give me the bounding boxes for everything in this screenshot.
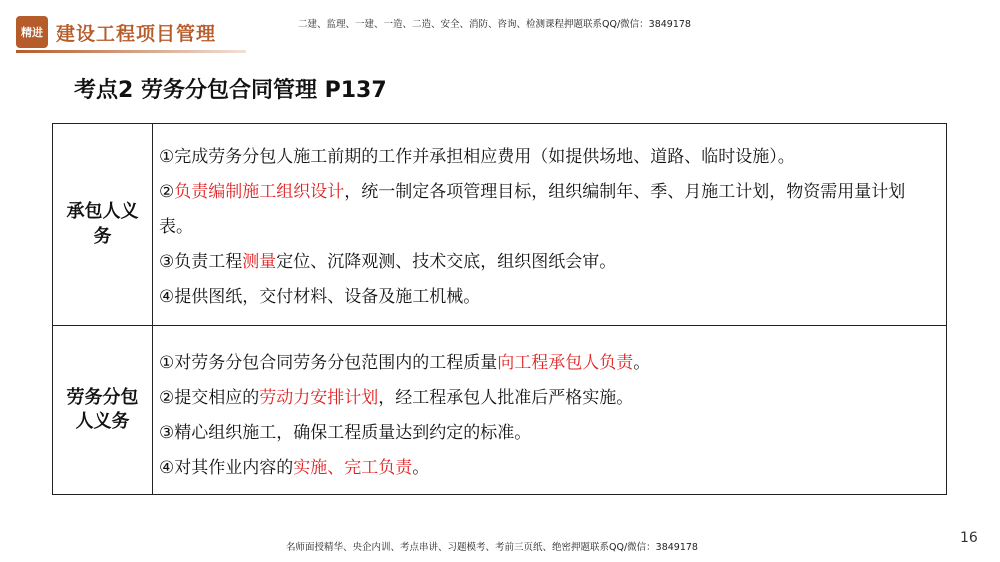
- highlighted-text: 负责编制施工组织设计: [174, 182, 345, 202]
- obligations-table: [52, 123, 947, 495]
- highlighted-text: 实施、完工负责: [293, 458, 413, 478]
- list-item: [159, 346, 946, 381]
- item-text: ③精心组织施工，确保工程质量达到约定的标准。: [159, 423, 532, 443]
- item-text: 定位、沉降观测、技术交底，组织图纸会审。: [276, 252, 617, 272]
- item-text: ④对其作业内容的: [159, 458, 294, 478]
- highlighted-text: 劳动力安排计划: [259, 388, 379, 408]
- list-item: [159, 451, 946, 486]
- top-advertisement: 二建、监理、一建、一造、二造、安全、消防、咨询、检测课程押题联系QQ/微信：3849178: [298, 19, 691, 30]
- list-item: [159, 280, 946, 315]
- row-label-subcontractor: 劳务分包人义务: [53, 326, 153, 494]
- brand-title: 建设工程项目管理: [56, 22, 217, 45]
- footer-advertisement: 名师面授精华、央企内训、考点串讲、习题模考、考前三页纸、绝密押题联系QQ/微信：3849178: [286, 542, 698, 553]
- item-text: 。: [412, 458, 430, 478]
- table-row-subcontractor: [53, 326, 946, 494]
- page-number: 16: [960, 530, 978, 546]
- row-body-contractor: [153, 124, 946, 325]
- item-text: 。: [633, 353, 651, 373]
- item-text: ③负责工程: [159, 252, 243, 272]
- list-item: [159, 381, 946, 416]
- item-text: ①对劳务分包合同劳务分包范围内的工程质量: [159, 353, 498, 373]
- list-item: [159, 416, 946, 451]
- brand: [16, 14, 216, 50]
- item-text: ，经工程承包人批准后严格实施。: [378, 388, 634, 408]
- list-item: [159, 175, 939, 245]
- brand-logo: 精进: [16, 16, 48, 48]
- item-text: ①完成劳务分包人施工前期的工作并承担相应费用（如提供场地、道路、临时设施）。: [159, 147, 795, 167]
- table-row-contractor: [53, 124, 946, 326]
- highlighted-text: 测量: [242, 252, 277, 272]
- item-text: ④提供图纸，交付材料、设备及施工机械。: [159, 287, 481, 307]
- item-text: ②提交相应的: [159, 388, 260, 408]
- page-title: 考点2 劳务分包合同管理 P137: [74, 78, 387, 103]
- list-item: [159, 140, 946, 175]
- brand-underline: [16, 50, 246, 53]
- item-text: ，统一制定各项管理目标，组织编制年、季、月施工计划，物资需用量计划表。: [159, 182, 906, 237]
- item-text: ②: [159, 182, 175, 202]
- row-label-contractor: 承包人义务: [53, 124, 153, 325]
- list-item: [159, 245, 946, 280]
- highlighted-text: 向工程承包人负责: [497, 353, 634, 373]
- row-body-subcontractor: [153, 326, 946, 494]
